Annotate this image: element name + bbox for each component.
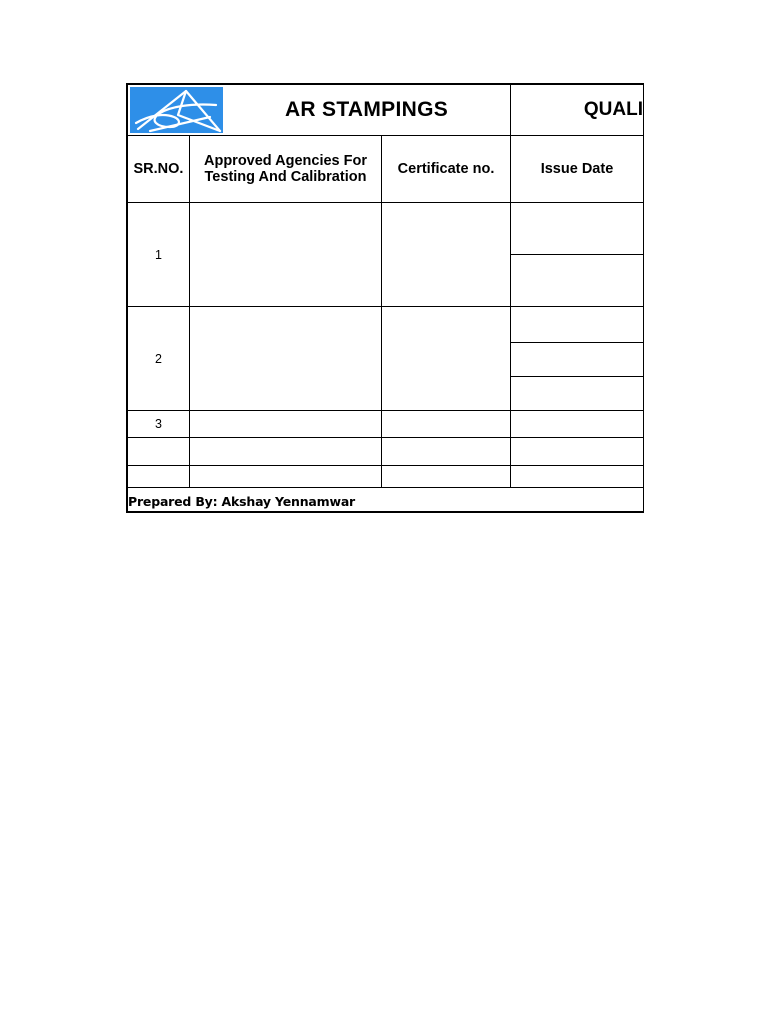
column-header-sr-no: SR.NO. [133,161,184,177]
column-header-divider [126,202,644,203]
row-1-issue-divider [511,254,644,255]
row-1-sr-no: 1 [155,247,162,262]
column-header-certificate-no: Certificate no. [397,161,495,177]
header-vertical-divider [510,83,511,136]
table-border-right [643,83,644,513]
row-2-divider [126,410,644,411]
company-name: AR STAMPINGS [284,97,449,121]
row-3-sr-no: 3 [155,417,162,431]
row-5-divider [126,487,644,488]
table-border-top [126,83,644,85]
row-2-sr-no: 2 [155,351,162,366]
column-header-issue-date: Issue Date [540,161,614,177]
row-1-certificate-no [382,203,510,306]
row-1-agency [190,203,381,306]
company-logo [130,87,223,133]
column-divider-1 [189,135,190,488]
document-title [511,84,643,135]
row-2-issue-divider-a [511,342,644,343]
header-divider [126,135,644,136]
row-4-divider [126,465,644,466]
prepared-by: Prepared By: Akshay Yennamwar [128,493,356,509]
table-border-left [126,83,128,513]
column-divider-2 [381,135,382,488]
row-2-agency [190,307,381,410]
column-header-approved-agencies: Approved Agencies For Testing And Calibration [203,153,368,185]
row-1-divider [126,306,644,307]
document-title-text: QUALI [583,98,643,120]
row-3-divider [126,437,644,438]
column-divider-3 [510,135,511,488]
row-2-issue-divider-b [511,376,644,377]
ar-stampings-logo-icon [130,87,223,133]
row-2-certificate-no [382,307,510,410]
